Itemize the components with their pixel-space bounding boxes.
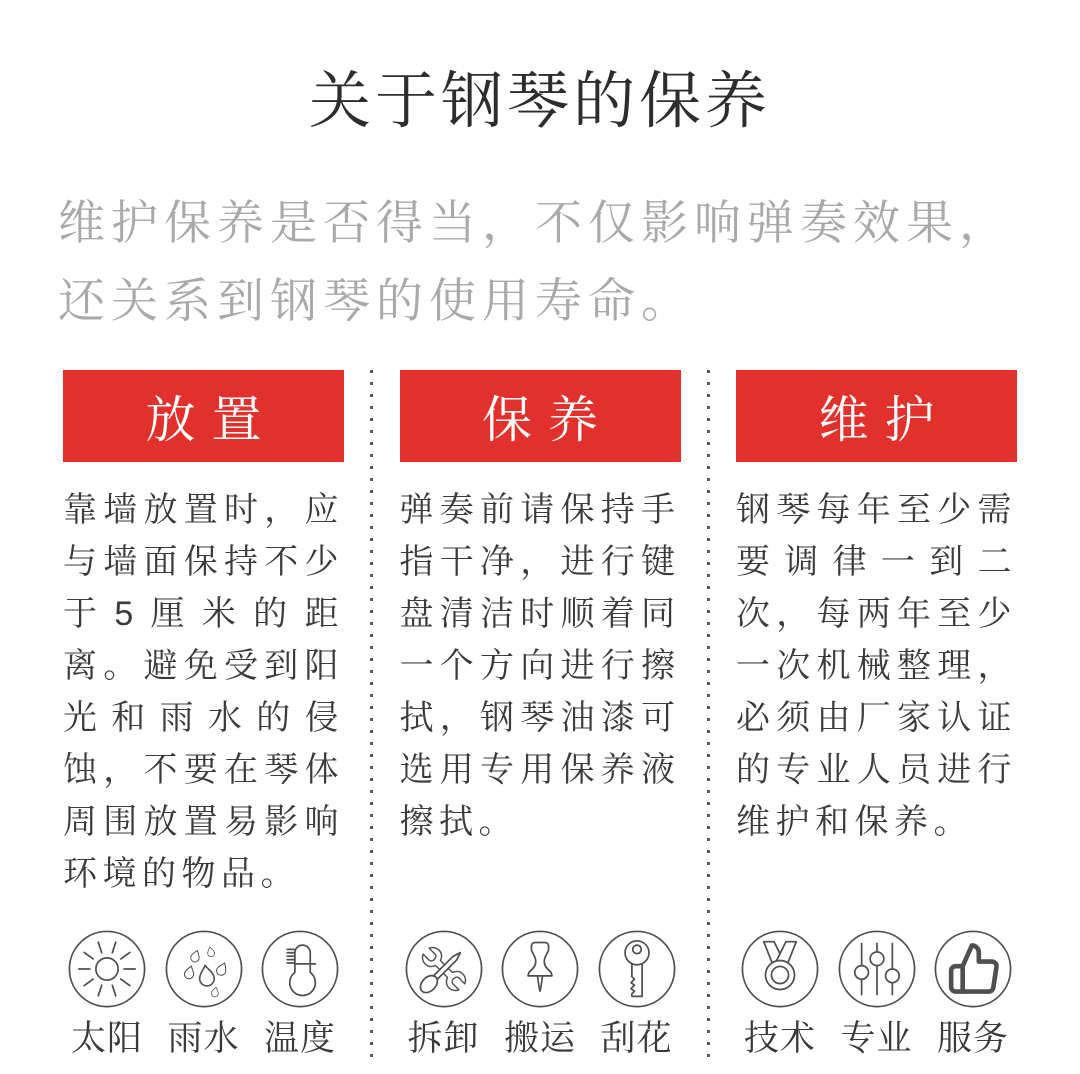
icon-label: 太阳	[70, 1019, 143, 1058]
page-title: 关于钢琴的保养	[308, 67, 771, 136]
icon-item-thumbs-up	[929, 928, 1017, 1060]
icon-item-thermometer	[256, 928, 344, 1060]
column-upkeep-body: 钢琴每年至少需要调律一到二次，每两年至少一次机械整理，必须由厂家认证的专业人员进行维护和保养。	[736, 491, 1017, 841]
icon-item-tools	[400, 928, 488, 1060]
icon-label: 拆卸	[407, 1019, 480, 1058]
thumbs-up-icon	[932, 928, 1014, 1010]
pushpin-icon	[499, 928, 581, 1010]
column-upkeep-icons	[736, 928, 1017, 1060]
thermometer-icon	[259, 928, 341, 1010]
icon-item-key	[593, 928, 681, 1060]
column-maintenance	[400, 370, 681, 1060]
sun-icon	[66, 928, 148, 1010]
medal-icon	[739, 928, 821, 1010]
column-upkeep	[736, 370, 1017, 1060]
icon-item-medal	[736, 928, 824, 1060]
icon-item-sun	[63, 928, 151, 1060]
icon-label: 搬运	[503, 1019, 576, 1058]
page-subtitle: 维护保养是否得当，不仅影响弹奏效果，还关系到钢琴的使用寿命。	[58, 196, 1012, 327]
icon-label: 服务	[936, 1019, 1009, 1058]
icon-item-sliders	[833, 928, 921, 1060]
icon-label: 温度	[263, 1019, 336, 1058]
icon-label: 雨水	[167, 1019, 240, 1058]
icon-item-pushpin	[496, 928, 584, 1060]
column-placement	[63, 370, 344, 1060]
column-separator	[681, 370, 737, 1060]
column-maintenance-icons	[400, 928, 681, 1060]
columns-container	[63, 370, 1017, 1060]
column-separator	[344, 370, 400, 1060]
column-placement-body: 靠墙放置时，应与墙面保持不少于5厘米的距离。避免受到阳光和雨水的侵蚀，不要在琴体周围放置易影响环境的物品。	[63, 491, 344, 893]
column-maintenance-header: 保养	[400, 370, 681, 462]
icon-item-rain	[160, 928, 248, 1060]
icon-label: 技术	[743, 1019, 816, 1058]
column-placement-header: 放置	[63, 370, 344, 462]
key-icon	[596, 928, 678, 1010]
rain-icon	[163, 928, 245, 1010]
icon-label: 专业	[840, 1019, 913, 1058]
column-upkeep-header: 维护	[736, 370, 1017, 462]
sliders-icon	[836, 928, 918, 1010]
column-placement-icons	[63, 928, 344, 1060]
icon-label: 刮花	[600, 1019, 673, 1058]
tools-icon	[403, 928, 485, 1010]
column-maintenance-body: 弹奏前请保持手指干净，进行键盘清洁时顺着同一个方向进行擦拭，钢琴油漆可选用专用保养液擦拭。	[399, 491, 681, 841]
